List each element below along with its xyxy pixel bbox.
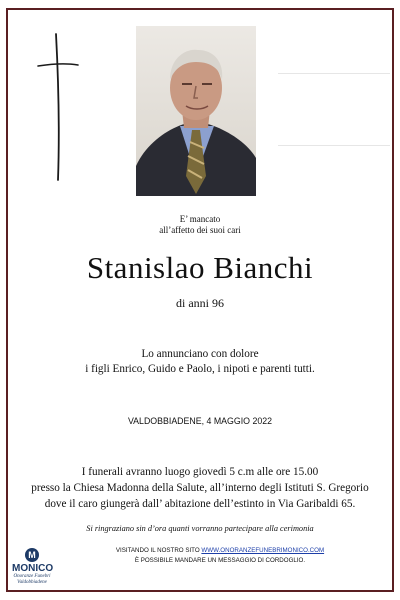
- announcement-line-2: i figli Enrico, Guido e Paolo, i nipoti e parenti tutti.: [85, 363, 315, 375]
- logo-name: MONICO: [12, 563, 54, 574]
- decorative-line: [278, 73, 390, 74]
- deceased-name: Stanislao Bianchi: [86, 250, 314, 285]
- logo-subtitle: Onoranze Funebri: [13, 574, 51, 579]
- cross-icon: [36, 32, 80, 182]
- footer-visit-prefix: VISITANDO IL NOSTRO SITO: [115, 547, 202, 554]
- funeral-line-3: dove il caro giungerà dall’ abitazione dell’estinto in Via Garibaldi 65.: [44, 498, 356, 510]
- logo-mark-icon: M: [25, 548, 39, 562]
- deceased-age: di anni 96: [176, 296, 224, 310]
- place-date: VALDOBBIADENE, 4 MAGGIO 2022: [127, 416, 273, 426]
- funeral-details: [0, 464, 400, 512]
- announcement: [0, 347, 400, 377]
- intro-text: [0, 214, 400, 236]
- funeral-line-2: presso la Chiesa Madonna della Salute, all’interno degli Istituti S. Gregorio: [31, 482, 369, 494]
- thanks-note: Si ringraziano sin d’ora quanti vorranno partecipare alla cerimonia: [86, 524, 314, 533]
- logo-subtitle-location: Valdobbiadene: [17, 580, 47, 585]
- intro-line-1: E’ mancato: [179, 214, 221, 224]
- footer-note: [40, 546, 400, 566]
- decorative-line: [278, 145, 390, 146]
- funeral-line-1: I funerali avranno luogo giovedì 5 c.m alle ore 15.00: [81, 466, 319, 478]
- intro-line-2: all’affetto dei suoi cari: [159, 225, 241, 235]
- footer-visit-line: [40, 546, 400, 556]
- footer-message-line: È POSSIBILE MANDARE UN MESSAGGIO DI CORDOGLIO.: [134, 557, 306, 564]
- website-link[interactable]: WWW.ONORANZEFUNEBRIMONICO.COM: [201, 547, 325, 554]
- portrait-photo: [136, 26, 256, 196]
- announcement-line-1: Lo annunciano con dolore: [141, 348, 259, 360]
